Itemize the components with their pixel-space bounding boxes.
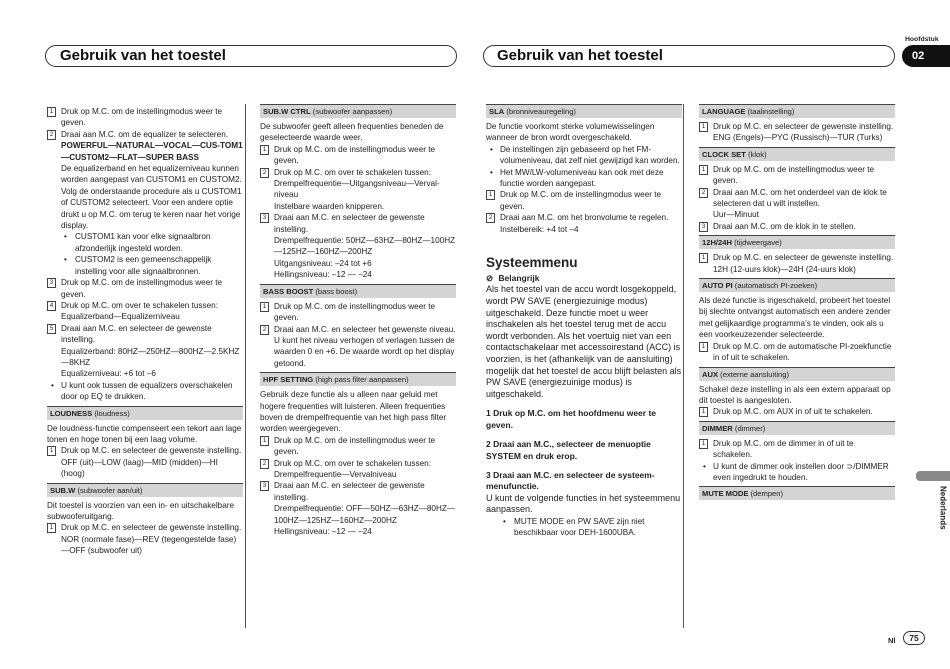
- subw-step-1: 1 Druk op M.C. en selecteer de gewenste instelling.: [47, 522, 243, 533]
- ctrl-step-1: 1 Druk op M.C. om de instellingmodus weer te geven.: [260, 144, 456, 167]
- system-menu-title: Systeemmenu: [486, 255, 578, 271]
- sla-bullet-2: • Het MW/LW-volumeniveau kan ook met deze functie worden aangepast.: [486, 167, 682, 190]
- sys-step-3-bullet: • MUTE MODE en PW SAVE zijn niet beschikbaar voor DEH-1600UBA.: [486, 516, 682, 539]
- hpf-step-1: 1 Druk op M.C. om de instellingmodus weer te geven.: [260, 435, 456, 458]
- bass-boost-heading: BASS BOOST (bass boost): [260, 284, 456, 298]
- language-heading: LANGUAGE (taalinstelling): [699, 104, 895, 118]
- aux-heading: AUX (externe aansluiting): [699, 367, 895, 381]
- hpf-heading: HPF SETTING (high pass filter aanpassen): [260, 372, 456, 386]
- subw-heading: SUB.W (subwoofer aan/uit): [47, 483, 243, 497]
- step-1: 1 Druk op M.C. om de instellingmodus weer te geven.: [47, 106, 243, 129]
- hpf-freq: Drempelfrequentie: OFF—50HZ—63HZ—80HZ—100HZ—125HZ—160HZ—200HZ: [274, 504, 456, 525]
- step-2: 2 Draai aan M.C. om de equalizer te selecteren.: [47, 129, 243, 140]
- custom1-bullet: • CUSTOM1 kan voor elke signaalbron afzonderlijk ingesteld worden.: [47, 231, 243, 254]
- loudness-step-1: 1 Druk op M.C. en selecteer de gewenste instelling.: [47, 445, 243, 456]
- sla-step-2: 2 Draai aan M.C. om het bronvolume te regelen.: [486, 212, 682, 223]
- eq-level-values: Equalizerniveau: +6 tot –6: [61, 369, 156, 379]
- mute-mode-heading: MUTE MODE (dempen): [699, 486, 895, 500]
- clk-options: Uur—Minuut: [713, 210, 759, 220]
- eq-options: POWERFUL—NATURAL—VOCAL—CUS-TOM1—CUSTOM2—FLAT—SUPER BASS: [61, 141, 243, 162]
- auto-pi-desc: Als deze functie is ingeschakeld, probeert het toestel bij slechte ontvangst automatisch een andere zender met gelijkaardige programma’s te vinden, ook als u een voorkeuzezender selecteerde.: [699, 296, 891, 340]
- aux-step-1: 1 Druk op M.C. om AUX in of uit te schakelen.: [699, 406, 895, 417]
- dim-step-1: 1 Druk op M.C. om de dimmer in of uit te schakelen.: [699, 438, 895, 461]
- dimmer-heading: DIMMER (dimmer): [699, 421, 895, 435]
- step-4-options: Equalizerband—Equalizerniveau: [61, 312, 180, 322]
- lang-step-1: 1 Druk op M.C. en selecteer de gewenste instelling.: [699, 121, 895, 132]
- important-label: ⊘ Belangrijk: [486, 273, 540, 284]
- chapter-label: Hoofdstuk: [905, 36, 939, 43]
- hpf-step-2-options: Drempelfrequentie—Vervalniveau: [274, 469, 397, 479]
- sla-desc: De functie voorkomt sterke volumewisselingen wanneer de bron wordt overgeschakeld.: [486, 122, 655, 143]
- clk-step-2: 2 Draai aan M.C. om het onderdeel van de klok te selecteren dat u wilt instellen.: [699, 187, 895, 210]
- step-5: 5 Draai aan M.C. en selecteer de gewenste instelling.: [47, 323, 243, 346]
- custom2-bullet: • CUSTOM2 is een gemeenschappelijk instelling voor alle signaalbronnen.: [47, 254, 243, 277]
- column-3: [486, 104, 682, 539]
- sla-bullet-1: • De instellingen zijn gebaseerd op het FM-volumeniveau, dat zelf niet gewijzigd kan worden.: [486, 144, 682, 167]
- col-rule-2: [683, 104, 684, 628]
- eq-bullet: • U kunt ook tussen de equalizers overschakelen door op EQ te drukken.: [47, 380, 243, 403]
- sla-heading: SLA (bronniveauregeling): [486, 104, 682, 118]
- clock-heading: CLOCK SET (klok): [699, 147, 895, 161]
- sys-step-3: 3 Draai aan M.C. en selecteer de systeem-menufunctie.: [486, 470, 655, 492]
- ctrl-freq: Drempelfrequentie: 50HZ—63HZ—80HZ—100HZ—125HZ—160HZ—200HZ: [274, 236, 456, 257]
- sys-step-2: 2 Draai aan M.C., selecteer de menuoptie SYSTEM en druk erop.: [486, 439, 651, 461]
- step-4: 4 Druk op M.C. om over te schakelen tussen:: [47, 300, 243, 311]
- lang-options: ENG (Engels)—PYC (Russisch)—TUR (Turks): [713, 133, 883, 143]
- ctrl-step-2-options: Drempelfrequentie—Uitgangsniveau—Verval-niveau: [274, 179, 440, 200]
- ctrl-step-2-note: Instelbare waarden knipperen.: [274, 201, 385, 211]
- loudness-heading: LOUDNESS (loudness): [47, 406, 243, 420]
- column-2: [260, 104, 456, 537]
- subw-ctrl-desc: De subwoofer geeft alleen frequenties beneden de geselecteerde waarde weer.: [260, 122, 444, 143]
- important-icon: ⊘: [486, 273, 494, 284]
- eq-band-values: Equalizerband: 80HZ—250HZ—800HZ—2.5KHZ—8KHZ: [61, 346, 240, 367]
- sla-step-1: 1 Druk op M.C. om de instellingmodus weer te geven.: [486, 189, 682, 212]
- eq-procedure: Volg de onderstaande procedure als u CUSTOM1 of CUSTOM2 selecteert. Voor een andere optie drukt u op M.C. om terug te keren naar het vorige display.: [61, 186, 242, 231]
- hpf-step-3: 3 Draai aan M.C. en selecteer de gewenste instelling.: [260, 480, 456, 503]
- aux-desc: Schakel deze instelling in als een extern apparaat op dit toestel is aangesloten.: [699, 384, 891, 405]
- footer-lang-code: Nl: [888, 636, 896, 645]
- language-tab-label: Nederlands: [938, 486, 948, 530]
- loudness-options: OFF (uit)—LOW (laag)—MID (midden)—HI (hoog): [61, 457, 218, 479]
- pi-step-1: 1 Druk op M.C. om de automatische PI-zoekfunctie in of uit te schakelen.: [699, 341, 895, 364]
- subw-options: NOR (normale fase)—REV (tegengestelde fase)—OFF (subwoofer uit): [61, 534, 237, 556]
- hpf-slope: Hellingsniveau: –12 — –24: [274, 527, 372, 536]
- subw-ctrl-heading: SUB.W CTRL (subwoofer aanpassen): [260, 104, 456, 118]
- hpf-desc: Gebruik deze functie als u alleen naar geluid met hogere frequenties wilt luisteren. Alleen frequenties boven de drempelfrequentie van het high pass filter worden weergegeven.: [260, 390, 447, 434]
- page-number: 75: [903, 631, 925, 645]
- step-3: 3 Druk op M.C. om de instellingmodus weer te geven.: [47, 277, 243, 300]
- h12-step-1: 1 Druk op M.C. en selecteer de gewenste instelling.: [699, 252, 895, 263]
- ctrl-output: Uitgangsniveau: –24 tot +6: [274, 258, 372, 268]
- chapter-number: 02: [902, 45, 950, 67]
- clk-step-1: 1 Druk op M.C. om de instellingmodus weer te geven.: [699, 164, 895, 187]
- language-tab-bar: [916, 471, 950, 481]
- eq-note: De equalizerband en het equalizerniveau kunnen worden aangepast van CUSTOM1 en CUSTOM2.: [61, 164, 242, 185]
- h12-heading: 12H/24H (tijdweergave): [699, 235, 895, 249]
- hpf-step-2: 2 Druk op M.C. om over te schakelen tussen:: [260, 458, 456, 469]
- column-4: [699, 104, 895, 503]
- right-header-title: Gebruik van het toestel: [497, 47, 663, 64]
- col-rule-1: [245, 104, 246, 628]
- ctrl-step-3: 3 Draai aan M.C. en selecteer de gewenste instelling.: [260, 212, 456, 235]
- bb-note: U kunt het niveau verhogen of verlagen tussen de waarden 0 en +6. De waarde wordt op het display getoond.: [274, 335, 455, 368]
- subw-desc: Dit toestel is voorzien van een in- en uitschakelbare subwooferuitgang.: [47, 500, 235, 521]
- ctrl-slope: Hellingsniveau: –12 — –24: [274, 270, 372, 280]
- sys-step-1: 1 Druk op M.C. om het hoofdmenu weer te geven.: [486, 408, 657, 430]
- important-text: Als het toestel van de accu wordt losgekoppeld, wordt PW SAVE (energiezuinige modus) uitgeschakeld. Deze functie moet u weer inschakelen als het toestel terug met de accu wordt verbonden. Als het voertuig niet van een contactschakelaar met accessoirestand (ACC) is voorzien, is het (afhankelijk van de aansluiting) mogelijk dat het toestel de accu blijft belasten als PW SAVE (energiezuinige modus) is uitgeschakeld.: [486, 284, 682, 399]
- bb-step-1: 1 Druk op M.C. om de instellingmodus weer te geven.: [260, 301, 456, 324]
- left-header-title: Gebruik van het toestel: [60, 47, 226, 64]
- clk-step-3: 3 Draai aan M.C. om de klok in te stellen.: [699, 221, 895, 232]
- loudness-desc: De loudness-functie compenseert een tekort aan lage tonen en hoge tonen bij een laag volume.: [47, 423, 242, 444]
- column-1: [47, 106, 243, 557]
- dim-bullet: • U kunt de dimmer ook instellen door ⊃/DIMMER even ingedrukt te houden.: [699, 461, 895, 484]
- sys-step-3-desc: U kunt de volgende functies in het systeemmenu aanpassen.: [486, 492, 681, 515]
- h12-options: 12H (12-uurs klok)—24H (24-uurs klok): [713, 264, 856, 274]
- sla-range: Instelbereik: +4 tot –4: [500, 224, 579, 234]
- ctrl-step-2: 2 Druk op M.C. om over te schakelen tussen:: [260, 167, 456, 178]
- bb-step-2: 2 Draai aan M.C. en selecteer het gewenste niveau.: [260, 324, 456, 335]
- auto-pi-heading: AUTO PI (automatisch PI-zoeken): [699, 278, 895, 292]
